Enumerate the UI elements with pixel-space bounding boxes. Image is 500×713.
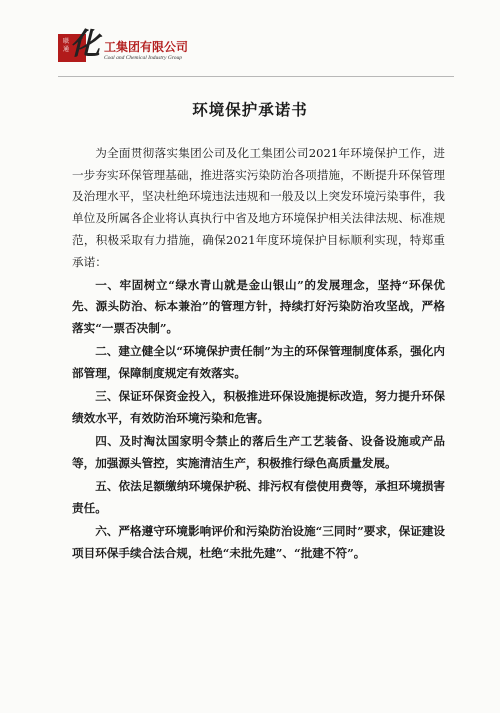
document-body xyxy=(72,143,445,566)
intro-paragraph: 为全面贯彻落实集团公司及化工集团公司2021年环境保护工作，进一步夯实环保管理基础，推进落实污染防治各项措施，不断提升环保管理及治理水平，坚决杜绝环境违法违规和一般及以上突发环境污染事件，我单位及所属各企业将认真执行中省及地方环境保护相关法律法规、标准规范，积极采取有力措施，确保2021年度环境保护目标顺利实现，特郑重承诺： xyxy=(72,146,445,269)
company-name-cn: 工集团有限公司 xyxy=(104,40,189,54)
logo-character: 化 xyxy=(70,27,100,62)
header-divider xyxy=(58,76,454,77)
logo-text: 联通 xyxy=(62,38,69,53)
company-name-en: Coal and Chemical Industry Group xyxy=(104,55,183,61)
document-title: 环境保护承诺书 xyxy=(192,100,308,119)
commitment-item: 一、牢固树立“绿水青山就是金山银山”的发展理念，坚持“环保优先、源头防治、标本兼治”的管理方针，持续打好污染防治攻坚战，严格落实“一票否决制”。 xyxy=(72,277,445,336)
commitment-item: 三、保证环保资金投入，积极推进环保设施提标改造，努力提升环保绩效水平，有效防治环境污染和危害。 xyxy=(72,389,445,425)
commitment-item: 二、建立健全以“环境保护责任制”为主的环保管理制度体系，强化内部管理，保障制度规定有效落实。 xyxy=(72,344,445,381)
commitment-item: 六、严格遵守环境影响评价和污染防治设施“三同时”要求，保证建设项目环保手续合法合规，杜绝“未批先建”、“批建不符”。 xyxy=(72,523,445,560)
commitment-item: 五、依法足额缴纳环境保护税、排污权有偿使用费等，承担环境损害责任。 xyxy=(72,479,445,515)
commitment-item: 四、及时淘汰国家明令禁止的落后生产工艺装备、设备设施或产品等，加强源头管控，实施清洁生产，积极推行绿色高质量发展。 xyxy=(72,434,445,470)
